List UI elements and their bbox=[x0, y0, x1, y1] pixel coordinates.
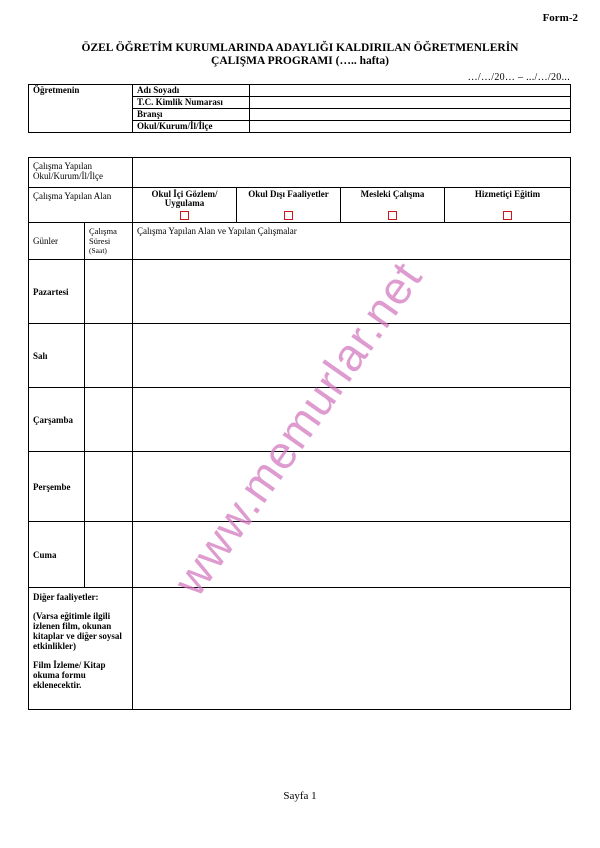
area-option-observation[interactable] bbox=[133, 188, 237, 223]
page-title bbox=[0, 42, 600, 68]
duration-unit: (Saat) bbox=[89, 246, 107, 255]
duration-label: Çalışma Süresi bbox=[89, 226, 117, 246]
duration-cell[interactable] bbox=[85, 388, 133, 452]
school-value[interactable] bbox=[133, 158, 571, 188]
area-option-label: Hizmetiçi Eğitim bbox=[474, 189, 541, 199]
area-option-professional[interactable] bbox=[341, 188, 445, 223]
teacher-info-table bbox=[28, 84, 571, 133]
day-label: Pazartesi bbox=[29, 260, 85, 324]
other-activities-label bbox=[29, 588, 133, 710]
teacher-label: Öğretmenin bbox=[29, 85, 133, 133]
title-line-1: ÖZEL ÖĞRETİM KURUMLARINDA ADAYLIĞI KALDIRILAN ÖĞRETMENLERİN bbox=[81, 42, 519, 54]
page-number: Sayfa 1 bbox=[283, 790, 317, 802]
checkbox-icon[interactable] bbox=[284, 211, 293, 220]
area-option-label: Okul İçi Gözlem/ Uygulama bbox=[151, 189, 218, 208]
duration-cell[interactable] bbox=[85, 522, 133, 588]
col-header-duration bbox=[85, 223, 133, 260]
day-label: Salı bbox=[29, 324, 85, 388]
checkbox-icon[interactable] bbox=[180, 211, 189, 220]
checkbox-icon[interactable] bbox=[503, 211, 512, 220]
col-header-days: Günler bbox=[29, 223, 85, 260]
area-option-label: Okul Dışı Faaliyetler bbox=[248, 189, 329, 199]
title-line-2: ÇALIŞMA PROGRAMI (….. hafta) bbox=[211, 55, 389, 67]
other-activities-form-note: Film İzleme/ Kitap okuma formu eklenecektir. bbox=[33, 660, 106, 690]
field-label-school: Okul/Kurum/İl/İlçe bbox=[133, 121, 250, 133]
field-value-branch[interactable] bbox=[250, 109, 571, 121]
work-cell[interactable] bbox=[133, 452, 571, 522]
checkbox-icon[interactable] bbox=[388, 211, 397, 220]
day-label: Çarşamba bbox=[29, 388, 85, 452]
watermark: www.memurlar.net bbox=[163, 251, 432, 605]
duration-cell[interactable] bbox=[85, 452, 133, 522]
other-activities-title: Diğer faaliyetler: bbox=[33, 592, 99, 602]
duration-cell[interactable] bbox=[85, 324, 133, 388]
area-option-label: Mesleki Çalışma bbox=[360, 189, 425, 199]
field-label-branch: Branşı bbox=[133, 109, 250, 121]
day-label: Cuma bbox=[29, 522, 85, 588]
field-value-id[interactable] bbox=[250, 97, 571, 109]
day-label: Perşembe bbox=[29, 452, 85, 522]
form-id: Form-2 bbox=[542, 12, 578, 24]
field-label-id: T.C. Kimlik Numarası bbox=[133, 97, 250, 109]
area-option-inservice[interactable] bbox=[445, 188, 571, 223]
other-activities-note: (Varsa eğitimle ilgili izlenen film, okunan kitaplar ve diğer soysal etkinlikler) bbox=[33, 611, 122, 651]
area-label: Çalışma Yapılan Alan bbox=[29, 188, 133, 223]
field-label-name: Adı Soyadı bbox=[133, 85, 250, 97]
area-option-external[interactable] bbox=[237, 188, 341, 223]
duration-cell[interactable] bbox=[85, 260, 133, 324]
field-value-name[interactable] bbox=[250, 85, 571, 97]
school-label: Çalışma Yapılan Okul/Kurum/İl/İlçe bbox=[29, 158, 133, 188]
date-range: …/…/20… – .../…/20... bbox=[467, 72, 570, 83]
other-activities-cell[interactable] bbox=[133, 588, 571, 710]
field-value-school[interactable] bbox=[250, 121, 571, 133]
col-header-work: Çalışma Yapılan Alan ve Yapılan Çalışmalar bbox=[133, 223, 571, 260]
